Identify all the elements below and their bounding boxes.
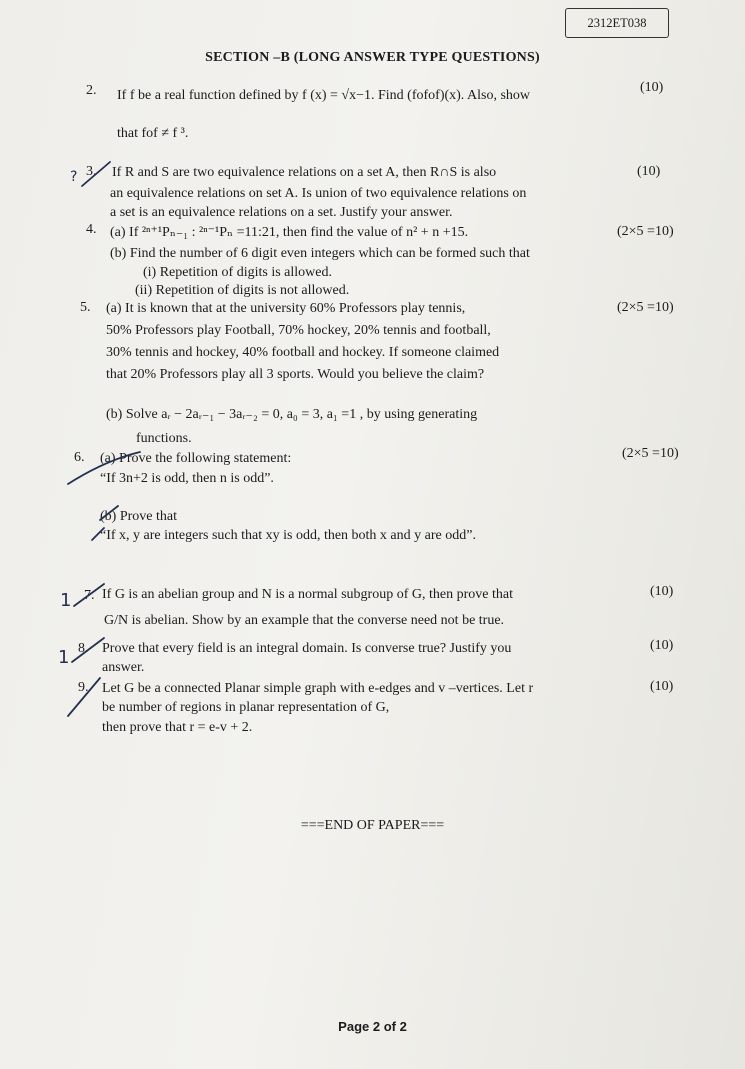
page-footer: Page 2 of 2 [338, 1019, 407, 1034]
question-line: that 20% Professors play all 3 sports. Would you believe the claim? [106, 367, 485, 382]
question-line: functions. [136, 431, 192, 446]
section-title: SECTION –B (LONG ANSWER TYPE QUESTIONS) [205, 50, 540, 65]
question-marks: (10) [637, 164, 661, 179]
question-number: 4. [86, 222, 97, 237]
question-number: 8. [78, 641, 89, 656]
question-marks: (10) [640, 80, 664, 95]
question-line: If G is an abelian group and N is a normal subgroup of G, then prove that [102, 587, 513, 602]
question-marks: (10) [650, 679, 674, 694]
question-marks: (10) [650, 584, 674, 599]
question-line: a set is an equivalence relations on a set. Justify your answer. [110, 205, 453, 220]
question-marks: (10) [650, 638, 674, 653]
question-line: answer. [102, 660, 145, 675]
question-line: 30% tennis and hockey, 40% football and hockey. If someone claimed [106, 345, 500, 360]
pen-tick-q9 [68, 678, 100, 716]
pen-stroke-q6 [68, 452, 140, 484]
paper-code: 2312ET038 [587, 15, 647, 30]
question-line: If f be a real function defined by f (x) = √x−1. Find (fofof)(x). Also, show [117, 88, 531, 103]
question-line: (ii) Repetition of digits is not allowed. [135, 283, 350, 298]
end-of-paper: ===END OF PAPER=== [300, 818, 445, 833]
handwritten-mark: 1 [60, 590, 72, 611]
pen-tick-q8 [72, 638, 104, 662]
question-number: 9. [78, 680, 89, 695]
question-number: 2. [86, 83, 97, 98]
question-line: (b) Prove that [100, 509, 177, 524]
question-line: G/N is abelian. Show by an example that the converse need not be true. [104, 613, 505, 628]
question-marks: (2×5 =10) [622, 446, 679, 461]
question-line: (b) Solve aᵣ − 2aᵣ₋₁ − 3aᵣ₋₂ = 0, a₀ = 3, a₁ =1 , by using generating [106, 407, 478, 422]
question-line: be number of regions in planar representation of G, [102, 700, 390, 715]
question-number: 7. [84, 588, 95, 603]
question-line: (a) Prove the following statement: [100, 451, 292, 466]
pen-stroke-q6b [100, 506, 118, 520]
question-line: then prove that r = e-v + 2. [102, 720, 253, 735]
question-line: If R and S are two equivalence relations on a set A, then R∩S is also [112, 165, 497, 180]
question-line: “If 3n+2 is odd, then n is odd”. [100, 471, 274, 486]
pen-stroke-q6c [92, 528, 104, 540]
question-line: (b) Find the number of 6 digit even integers which can be formed such that [110, 246, 530, 261]
question-number: 6. [74, 450, 85, 465]
question-line: “If x, y are integers such that xy is odd, then both x and y are odd”. [100, 528, 476, 543]
pen-tick-q3 [82, 162, 110, 186]
question-marks: (2×5 =10) [617, 224, 674, 239]
handwritten-mark: ? [70, 169, 78, 185]
question-line: (a) If ²ⁿ⁺¹Pₙ₋₁ : ²ⁿ⁻¹Pₙ =11:21, then find the value of n² + n +15. [110, 225, 469, 240]
question-line: that fof ≠ f ³. [117, 126, 189, 141]
question-line: (i) Repetition of digits is allowed. [143, 265, 332, 280]
handwritten-mark: 1 [58, 647, 70, 668]
question-line: Prove that every field is an integral domain. Is converse true? Justify you [102, 641, 512, 656]
question-line: an equivalence relations on set A. Is union of two equivalence relations on [110, 186, 527, 201]
question-marks: (2×5 =10) [617, 300, 674, 315]
question-number: 5. [80, 300, 91, 315]
question-number: 3. [86, 164, 97, 179]
question-line: (a) It is known that at the university 60% Professors play tennis, [106, 301, 466, 316]
pen-tick-q7 [74, 584, 104, 606]
question-line: 50% Professors play Football, 70% hockey, 20% tennis and football, [106, 323, 491, 338]
question-line: Let G be a connected Planar simple graph with e-edges and v –vertices. Let r [102, 681, 534, 696]
